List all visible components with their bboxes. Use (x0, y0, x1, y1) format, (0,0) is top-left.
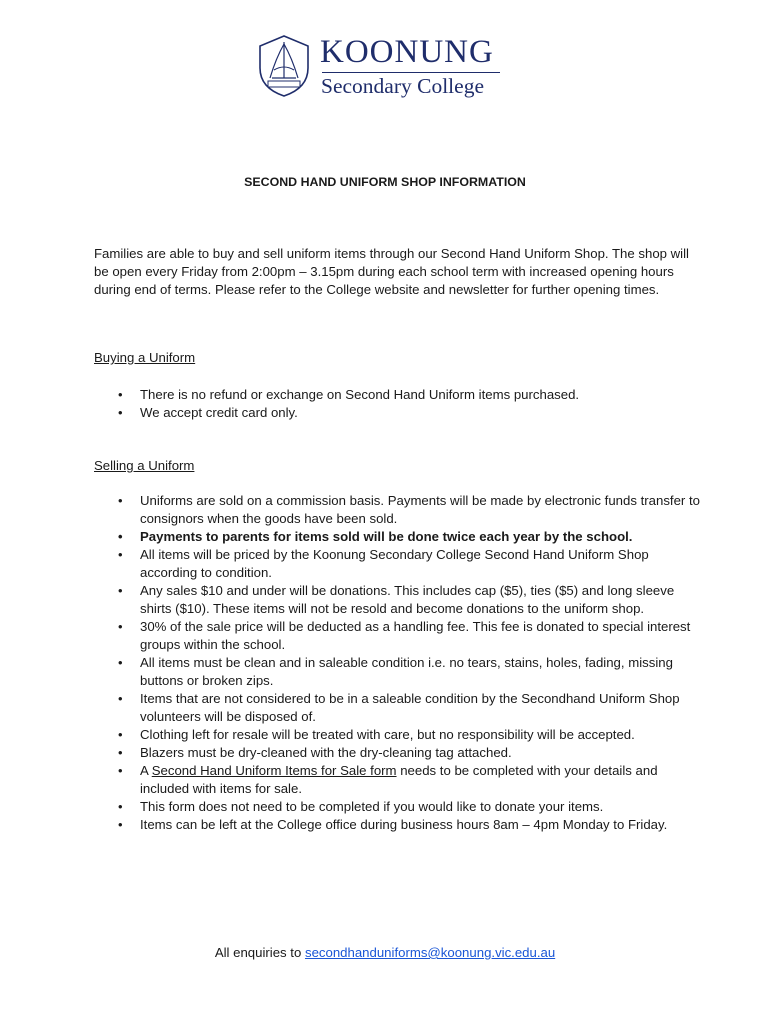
list-item: • This form does not need to be completed if you would like to donate your items. (94, 798, 706, 816)
list-item: • All items will be priced by the Koonung Secondary College Second Hand Uniform Shop according to condition. (94, 546, 706, 582)
buying-heading: Buying a Uniform (94, 350, 196, 365)
list-item: • Payments to parents for items sold will be done twice each year by the school. (94, 528, 706, 546)
list-item: • 30% of the sale price will be deducted as a handling fee. This fee is donated to special interest groups within the school. (94, 618, 706, 654)
school-name-line2: Secondary College (321, 74, 484, 98)
form-item-suffix: needs to be completed with your details and included with items for sale. (140, 763, 658, 796)
list-item: • We accept credit card only. (94, 404, 706, 422)
buying-list (94, 386, 706, 422)
list-item: • Blazers must be dry-cleaned with the dry-cleaning tag attached. (94, 744, 706, 762)
school-crest-icon (256, 34, 312, 98)
footer-prefix: All enquiries to (214, 945, 305, 960)
form-item-prefix: A (140, 763, 152, 778)
footer-enquiries (0, 945, 770, 960)
school-name-line1: KOONUNG (320, 34, 494, 70)
list-item: • All items must be clean and in saleable condition i.e. no tears, stains, holes, fading, missing buttons or broken zips. (94, 654, 706, 690)
page-title: SECOND HAND UNIFORM SHOP INFORMATION (244, 175, 526, 189)
sale-form-link[interactable]: Second Hand Uniform Items for Sale form (151, 763, 397, 778)
school-name-divider (322, 72, 500, 73)
list-item: • There is no refund or exchange on Second Hand Uniform items purchased. (94, 386, 706, 404)
list-item: • Uniforms are sold on a commission basis. Payments will be made by electronic funds transfer to consignors when the goods have been sold. (94, 492, 706, 528)
intro-paragraph: Families are able to buy and sell uniform items through our Second Hand Uniform Shop. The shop will be open every Friday from 2:00pm – 3.15pm during each school term with increased opening hours during end of terms. Please refer to the College website and newsletter for further opening times. (94, 246, 689, 297)
selling-list (94, 492, 706, 834)
list-item: • Items that are not considered to be in a saleable condition by the Secondhand Uniform Shop volunteers will be disposed of. (94, 690, 706, 726)
list-item: • Any sales $10 and under will be donations. This includes cap ($5), ties ($5) and long sleeve shirts ($10). These items will not be resold and become donations to the uniform shop. (94, 582, 706, 618)
list-item-form (94, 762, 706, 798)
selling-heading: Selling a Uniform (94, 458, 195, 473)
school-logo (256, 34, 506, 102)
list-item: • Clothing left for resale will be treated with care, but no responsibility will be accepted. (94, 726, 706, 744)
list-item: • Items can be left at the College office during business hours 8am – 4pm Monday to Friday. (94, 816, 706, 834)
enquiries-email-link[interactable]: secondhanduniforms@koonung.vic.edu.au (304, 945, 556, 960)
